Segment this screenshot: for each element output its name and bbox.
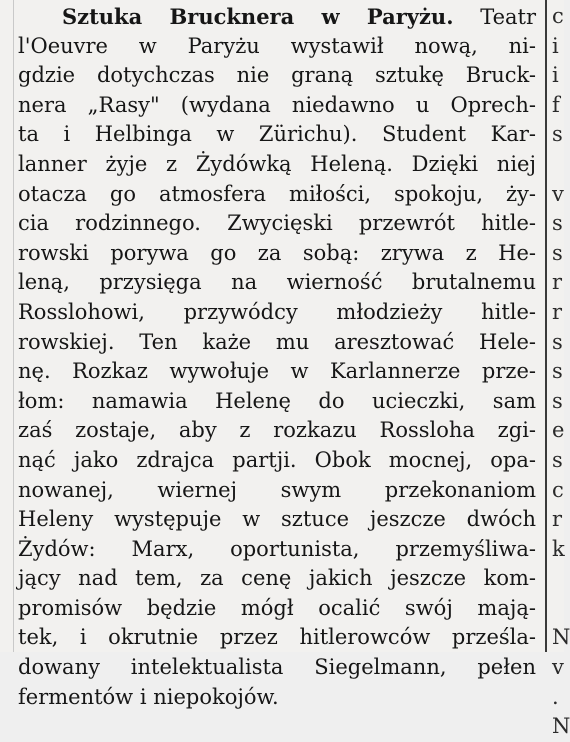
article-line: cia rodzinnego. Zwycięski przewrót hitle- <box>18 211 536 236</box>
article-line: leną, przysięga na wierność brutalnemu <box>18 270 536 295</box>
neighbor-column-letter: s <box>552 329 563 354</box>
neighbor-column-letter: k <box>552 536 565 561</box>
neighbor-column-letter <box>552 150 564 180</box>
neighbor-column-letter: s <box>552 122 563 147</box>
neighbor-column-letter: s <box>552 211 563 236</box>
column-divider-rule <box>545 0 547 652</box>
neighbor-column-letter: s <box>552 447 563 472</box>
article-line: zaś zostaje, aby z rozkazu Rossloha zgi- <box>18 418 536 443</box>
article-line: ta i Helbinga w Zürichu). Student Kar- <box>18 122 536 147</box>
article-line: nę. Rozkaz wywołuje w Karlannerze prze- <box>18 359 536 384</box>
article-line: tek, i okrutnie przez hitlerowców prześla- <box>18 625 536 650</box>
neighbor-column-letter: . <box>552 684 559 709</box>
neighbor-column-letter: N <box>552 625 570 650</box>
article-line: gdzie dotychczas nie graną sztukę Bruck- <box>18 63 536 88</box>
article-line-1-text: Teatr <box>480 5 536 29</box>
article-line: nera „Rasy" (wydana niedawno u Oprech- <box>18 92 536 117</box>
neighbor-column-letter: i <box>552 33 559 58</box>
article-line: Heleny występuje w sztuce jeszcze dwóch <box>18 507 536 532</box>
article-line: rowskiej. Ten każe mu aresztować Hele- <box>18 329 536 354</box>
neighbor-column-letter <box>552 594 564 624</box>
neighbor-column-letter: c <box>552 477 564 502</box>
neighbor-column-letter: r <box>552 299 563 324</box>
article-headline: Sztuka Brucknera w Paryżu. <box>62 4 454 29</box>
neighbor-column-letter <box>552 564 564 594</box>
neighbor-column-letter: s <box>552 388 563 413</box>
neighbor-column-letter: s <box>552 359 563 384</box>
neighbor-column-letter: N <box>552 714 570 739</box>
neighbor-column-letter: v <box>552 655 564 680</box>
article-line: nąć jako zdrajca partji. Obok mocnej, opa- <box>18 447 536 472</box>
article-column <box>18 2 536 712</box>
article-line: Rosslohowi, przywódcy młodzieży hitle- <box>18 299 536 324</box>
article-line: dowany intelektualista Siegelmann, pełen <box>18 655 536 680</box>
left-column-rule <box>13 0 14 652</box>
article-last-line: fermentów i niepokojów. <box>18 684 279 709</box>
neighbor-column-letter: r <box>552 507 563 532</box>
neighbor-column-letter: i <box>552 63 559 88</box>
neighbor-column-letter: e <box>552 418 565 443</box>
neighbor-column-letter: r <box>552 270 563 295</box>
article-line-1 <box>18 2 536 32</box>
article-line: otacza go atmosfera miłości, spokoju, ży- <box>18 181 536 206</box>
neighbor-column-fragment <box>552 2 570 742</box>
article-line: jący nad tem, za cenę jakich jeszcze kom- <box>18 566 536 591</box>
neighbor-column-letter: f <box>552 92 560 117</box>
neighbor-column-letter: v <box>552 181 564 206</box>
neighbor-column-letter: c <box>552 4 564 28</box>
article-line: l'Oeuvre w Paryżu wystawił nową, ni- <box>18 33 536 58</box>
article-line: Żydów: Marx, oportunista, przemyśliwa- <box>18 536 536 561</box>
article-line: nowanej, wiernej swym przekonaniom <box>18 477 536 502</box>
article-line: łom: namawia Helenę do ucieczki, sam <box>18 388 536 413</box>
article-line: rowski porywa go za sobą: zrywa z He- <box>18 240 536 265</box>
article-line: promisów będzie mógł ocalić swój mają- <box>18 595 536 620</box>
article-line: lanner żyje z Żydówką Heleną. Dzięki niej <box>18 151 536 176</box>
neighbor-column-letter: s <box>552 240 563 265</box>
